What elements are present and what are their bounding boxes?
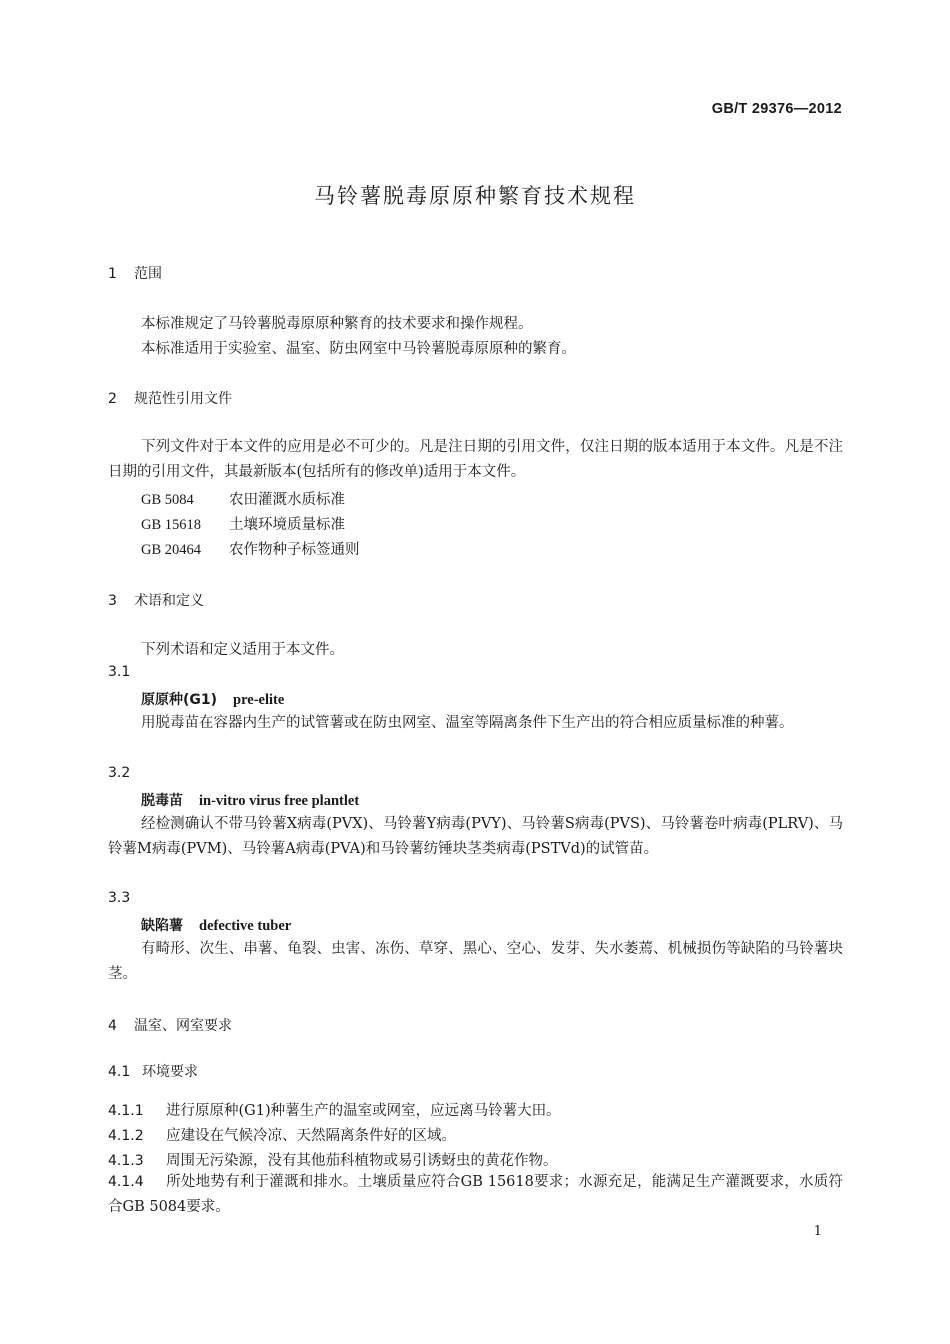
term-cn: 原原种(G1) [141, 692, 218, 708]
subsection-title: 环境要求 [142, 1064, 198, 1080]
page-number: 1 [813, 1224, 822, 1239]
section-title: 术语和定义 [134, 593, 204, 609]
section-1-heading [108, 263, 162, 283]
term-cn: 缺陷薯 [141, 918, 183, 934]
term-cn: 脱毒苗 [141, 793, 183, 809]
paragraph: 本标准适用于实验室、温室、防虫网室中马铃薯脱毒原原种的繁育。 [141, 341, 576, 357]
subsection-4-1-heading [108, 1061, 198, 1081]
clause-number: 4.1.1 [108, 1103, 144, 1119]
term-en: in-vitro virus free plantlet [199, 793, 360, 809]
term-definition: 有畸形、次生、串薯、龟裂、虫害、冻伤、草穿、黑心、空心、发芽、失水萎蔫、机械损伤等缺陷的马铃薯块茎。 [108, 941, 843, 982]
paragraph: 下列术语和定义适用于本文件。 [141, 642, 344, 658]
term-heading [141, 689, 284, 709]
term-en: defective tuber [199, 918, 292, 934]
section-2-heading [108, 388, 232, 408]
clause-text: 周围无污染源，没有其他茄科植物或易引诱蚜虫的黄花作物。 [166, 1153, 558, 1169]
reference-code: GB 20464 [141, 542, 202, 558]
clause-text: 进行原原种(G1)种薯生产的温室或网室，应远离马铃薯大田。 [166, 1103, 561, 1119]
term-heading [141, 790, 359, 810]
document-title: 马铃薯脱毒原原种繁育技术规程 [314, 184, 636, 208]
clause [108, 1149, 558, 1170]
paragraph: 本标准规定了马铃薯脱毒原原种繁育的技术要求和操作规程。 [141, 316, 533, 332]
clause [108, 1099, 561, 1120]
term-definition: 用脱毒苗在容器内生产的试管薯或在防虫网室、温室等隔离条件下生产出的符合相应质量标准的种薯。 [141, 715, 794, 731]
term-heading [141, 915, 291, 935]
clause [108, 1170, 843, 1220]
term-number: 3.1 [108, 664, 131, 680]
section-title: 范围 [134, 266, 162, 282]
reference-name: 农田灌溉水质标准 [229, 492, 345, 508]
clause-text: 所处地势有利于灌溉和排水。土壤质量应符合GB 15618要求；水源充足，能满足生产灌溉要求，水质符合GB 5084要求。 [108, 1174, 843, 1215]
term-number: 3.2 [108, 765, 131, 781]
reference-item [141, 488, 345, 509]
term-en: pre-elite [233, 692, 285, 708]
section-number: 4 [108, 1018, 117, 1034]
section-number: 2 [108, 391, 117, 407]
paragraph: 下列文件对于本文件的应用是必不可少的。凡是注日期的引用文件，仅注日期的版本适用于本文件。凡是不注日期的引用文件，其最新版本(包括所有的修改单)适用于本文件。 [108, 439, 843, 480]
section-number: 1 [108, 266, 117, 282]
subsection-number: 4.1 [108, 1064, 131, 1080]
clause [108, 1124, 456, 1145]
section-3-heading [108, 590, 204, 610]
standard-number: GB/T 29376—2012 [711, 101, 842, 117]
reference-name: 土壤环境质量标准 [229, 517, 345, 533]
reference-item [141, 538, 360, 559]
clause-number: 4.1.2 [108, 1128, 144, 1144]
section-title: 温室、网室要求 [134, 1018, 232, 1034]
term-definition: 经检测确认不带马铃薯X病毒(PVX)、马铃薯Y病毒(PVY)、马铃薯S病毒(PVS)、马铃薯卷叶病毒(PLRV)、马铃薯M病毒(PVM)、马铃薯A病毒(PVA)和马铃薯纺锤块茎类病毒(PSTVd)的试管苗。 [108, 816, 843, 857]
section-number: 3 [108, 593, 117, 609]
reference-name: 农作物种子标签通则 [229, 542, 360, 558]
clause-text: 应建设在气候冷凉、天然隔离条件好的区域。 [166, 1128, 456, 1144]
term-number: 3.3 [108, 890, 131, 906]
reference-code: GB 5084 [141, 492, 194, 508]
section-4-heading [108, 1015, 232, 1035]
reference-item [141, 513, 345, 534]
reference-code: GB 15618 [141, 517, 202, 533]
section-title: 规范性引用文件 [134, 391, 232, 407]
clause-number: 4.1.4 [108, 1174, 144, 1190]
clause-number: 4.1.3 [108, 1153, 144, 1169]
